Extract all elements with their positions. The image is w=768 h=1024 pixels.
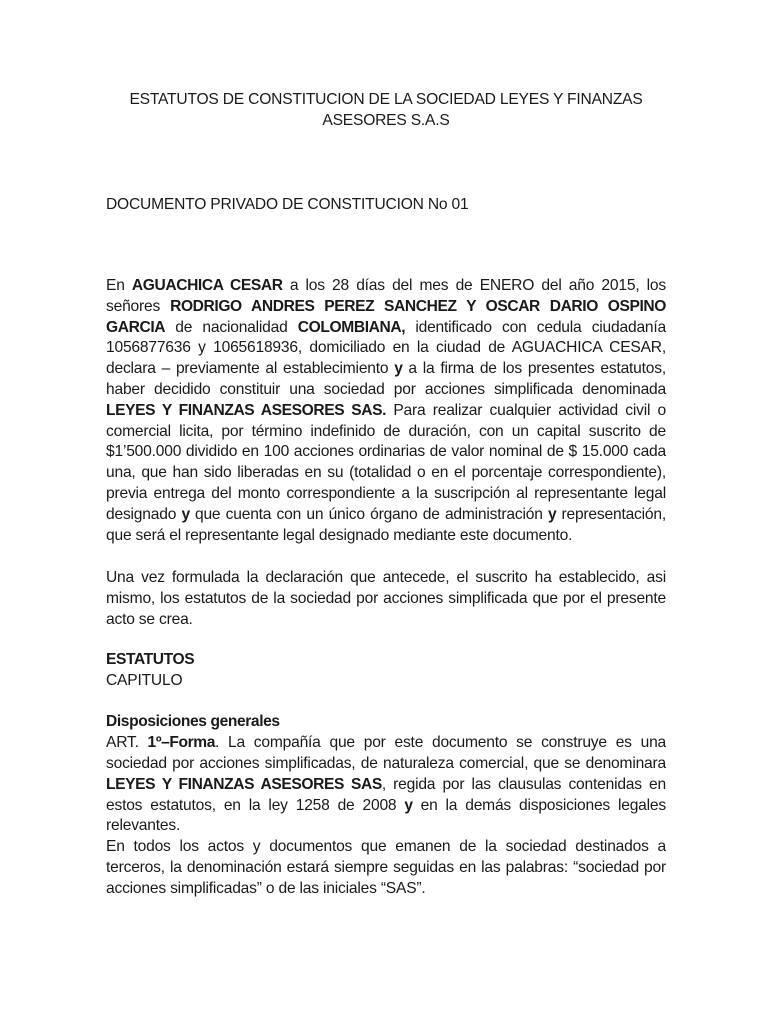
founders-names: RODRIGO ANDRES PEREZ SANCHEZ Y OSCAR DARIO OSPINO GARCIA (106, 297, 666, 336)
spacer (106, 692, 666, 713)
intro-text: identificado con cedula ciudadanía 1056877636 y 1065618936, domiciliado en la ciudad de AGUACHICA CESAR, declara – previamente al establecimiento (106, 318, 666, 378)
conjunction: y (547, 505, 557, 523)
intro-text: representación, que será el representante legal designado mediante este documento. (106, 505, 666, 544)
city-name: AGUACHICA CESAR (131, 277, 283, 294)
article-1-paragraph (106, 733, 666, 837)
intro-paragraph (106, 276, 666, 546)
article-label: 1º–Forma (147, 734, 216, 752)
company-name: LEYES Y FINANZAS ASESORES SAS. (106, 401, 387, 419)
title-line-2: ASESORES S.A.S (322, 111, 450, 129)
declaration-paragraph: Una vez formulada la declaración que antecede, el suscrito ha establecido, asi mismo, los estatutos de la sociedad por acciones simplificada que por el presente acto se crea. (106, 569, 666, 628)
section-heading-estatutos: ESTATUTOS (106, 651, 195, 668)
document-page (106, 90, 667, 897)
document-title (106, 90, 666, 132)
intro-text: Para realizar cualquier actividad civil o comercial licita, por término indefinido de duración, con un capital suscrito de $1’500.000 dividido en 100 acciones ordinarias de valor nominal de $ 15.000 cada una, que han sido liberadas en su (totalidad o en el porcentaje correspondiente), previa entrega del monto correspondiente a la suscripción al representante legal designado (106, 401, 666, 523)
section-heading-capitulo: CAPITULO (106, 671, 183, 689)
conjunction: y (404, 796, 413, 814)
article-prefix: ART. (106, 734, 148, 752)
article-1-paragraph-2: En todos los actos y documentos que emanen de la sociedad destinados a terceros, la denominación estará siempre seguidas en las palabras: “sociedad por acciones simplificadas” o de las iniciales “SAS”. (106, 838, 666, 897)
conjunction: y (394, 360, 403, 378)
intro-text: de nacionalidad (165, 318, 298, 336)
document-number: DOCUMENTO PRIVADO DE CONSTITUCION No 01 (106, 196, 469, 213)
intro-text: que cuenta con un único órgano de administración (189, 505, 548, 523)
intro-text: a los 28 días del mes de ENERO del año 2015, los señores (106, 277, 666, 315)
company-name: LEYES Y FINANZAS ASESORES SAS (106, 775, 382, 793)
article-text: . La compañía que por este documento se construye es una sociedad por acciones simplificadas, de naturaleza comercial, que se denominara (106, 734, 667, 772)
intro-text: a la firma de los presentes estatutos, haber decidido constituir una sociedad por acciones simplificada denominada (106, 360, 666, 398)
article-text: en la demás disposiciones legales relevantes. (106, 796, 666, 835)
statutes-section (106, 650, 666, 900)
article-text: , regida por las clausulas contenidas en estos estatutos, en la ley 1258 de 2008 (106, 775, 666, 814)
conjunction: y (181, 505, 190, 523)
title-line-1: ESTATUTOS DE CONSTITUCION DE LA SOCIEDAD LEYES Y FINANZAS (129, 91, 643, 108)
intro-text: En (106, 277, 132, 294)
nationality: COLOMBIANA, (297, 318, 406, 336)
section-heading-disposiciones: Disposiciones generales (106, 713, 280, 731)
